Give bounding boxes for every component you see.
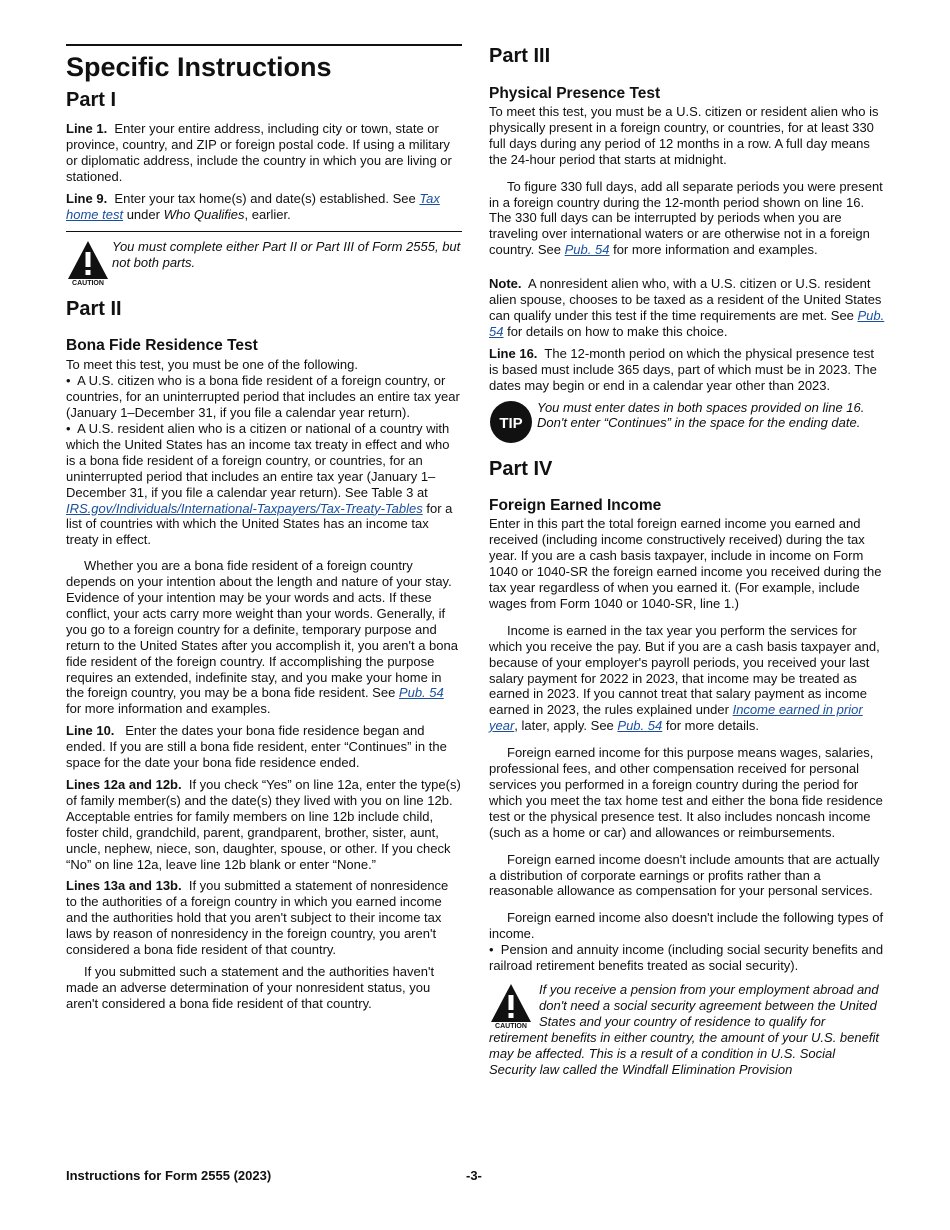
note-paragraph (489, 276, 885, 340)
part4-para-2-text-c: for more details. (662, 718, 760, 734)
part4-para-3: Foreign earned income for this purpose means wages, salaries, professional fees, and other compensation received for personal services you performed in a foreign country during the period for which you meet the tax home test and either the bona fide residence test or the physical presence test. It also includes noncash income (such as a home or car) and allowances or reimbursements. (489, 745, 883, 840)
line9-text: Enter your tax home(s) and date(s) established. See (114, 190, 420, 206)
caution-text-part4: If you receive a pension from your employment abroad and don't need a social security agreement between the United States and your country of residence to qualify for retirement benefits in either country, the amount of your U.S. benefit may be affected. This is a result of a condition in U.S. Social Security law called the Windfall Elimination Provision (489, 981, 879, 1077)
foreign-earned-income-heading: Foreign Earned Income (489, 497, 662, 515)
note-text-b: for details on how to make this choice. (503, 323, 728, 339)
nonresident-statement-paragraph: If you submitted such a statement and the authorities haven't made an adverse determination of your nonresident status, you aren't considered a bona fide resident of that country. (66, 963, 435, 1011)
part2-bullet-2: • A U.S. resident alien who is a citizen or national of a country with which the United States has an income tax treaty in effect and who is a bona fide resident of a foreign country, or countries, for an uninterrupted period that includes an entire tax year (January 1–December 31, if you file a calendar year return). See Table 3 at IRS.gov/Individuals/International-Taxpayers/Tax-Treaty-Tables for a list of countries with which the United States has an income tax treaty in effect. (66, 420, 453, 548)
part3-para-2-text-b: for more information and examples. (609, 242, 818, 258)
right-column (489, 44, 885, 1077)
intention-text-b: for more information and examples. (66, 701, 271, 717)
note-label: Note. (489, 276, 522, 292)
caution-box-part1 (66, 231, 462, 289)
line9-paragraph (66, 191, 462, 223)
top-rule (66, 44, 462, 46)
income-earned-prior-year-link[interactable]: Income earned in prior year (489, 702, 863, 734)
line10-text: Enter the dates your bona fide residence began and ended. If you are still a bona fide resident, enter “Continues” in the space for the date your bona fide residence ended. (66, 723, 447, 771)
line9-label: Line 9. (66, 190, 108, 206)
part4-heading: Part IV (489, 458, 553, 481)
tip-icon-label: TIP (499, 414, 523, 432)
pub54-link-3[interactable]: Pub. 54 (489, 307, 885, 339)
tax-home-test-link[interactable]: Tax home test (66, 190, 440, 222)
part4-para-2-text-b: , later, apply. See (514, 718, 618, 734)
line9-text-b: under (123, 206, 164, 222)
caution-icon-2-label: CAUTION (495, 1022, 527, 1028)
part4-para-2 (489, 623, 885, 734)
tip-text: You must enter dates in both spaces provided on line 16. Don't enter “Continues” in the space for the ending date. (537, 399, 865, 431)
line1-text: Enter your entire address, including city or town, state or province, country, and ZIP or foreign postal code. If using a military or diplomatic address, include the country in which you are living or stationed. (66, 121, 452, 184)
part2-intro: To meet this test, you must be one of the following. (66, 357, 358, 373)
line1-label: Line 1. (66, 121, 108, 136)
lines12-paragraph (66, 777, 462, 872)
line9-text-c: , earlier. (244, 206, 291, 222)
part4-para-4: Foreign earned income doesn't include amounts that are actually a distribution of corporate earnings or profits rather than a reasonable allowance as compensation for your personal services. (489, 851, 880, 899)
part4-para-5: Foreign earned income also doesn't include the following types of income. (489, 910, 884, 942)
caution-icon-label: CAUTION (72, 280, 104, 286)
lines12-label: Lines 12a and 12b. (66, 777, 182, 792)
part4-bullet-1: • Pension and annuity income (including social security benefits and railroad retirement benefits treated as social security). (489, 942, 884, 974)
physical-presence-heading: Physical Presence Test (489, 85, 661, 102)
line16-label: Line 16. (489, 345, 538, 361)
part4-para-1: Enter in this part the total foreign earned income you earned and received (including income constructively received) during the tax year. If you are a cash basis taxpayer, include in income on Form 1040 or 1040-SR the foreign earned income you received during the tax year regardless of when you earned it. (For example, include wages from Form 1040 or 1040-SR, line 1.) (489, 516, 882, 611)
lines12-text: If you check “Yes” on line 12a, enter the type(s) of family member(s) and the date(s) they lived with you on line 12b. Acceptable entries for family members on line 12b include child, foster child, grandchild, parent, grandparent, brother, sister, aunt, uncle, nephew, niece, son, daughter, spouse, or other. If you check “No” on line 12a, leave line 12b blank or enter “None.” (66, 777, 461, 872)
caution-icon (66, 239, 112, 289)
part3-para-1: To meet this test, you must be a U.S. citizen or resident alien who is physically present in a foreign country, or countries, for at least 330 full days during any period of 12 months in a row. A full day means the 24-hour period that starts at midnight. (489, 104, 879, 167)
part2-bullet-1-text: A U.S. citizen who is a bona fide resident of a foreign country, or countries, for an uninterrupted period that includes an entire tax year (January 1–December 31, if you file a calendar year return). (66, 373, 460, 421)
page-title: Specific Instructions (66, 52, 332, 82)
line16-paragraph (489, 346, 885, 394)
lines13-paragraph (66, 878, 462, 958)
part1-heading: Part I (66, 89, 117, 111)
part2-bullet-2-text: A U.S. resident alien who is a citizen or national of a country with which the United States has an income tax treaty in effect and who is a bona fide resident of a foreign country, or countries, for an uninterrupted period that includes an entire tax year (January 1–December 31, if you file a calendar year return). See Table 3 at (66, 420, 450, 500)
left-column (66, 44, 462, 1012)
pub54-link-2[interactable]: Pub. 54 (564, 242, 610, 258)
tip-box (489, 400, 885, 448)
line1-paragraph (66, 121, 462, 185)
part3-para-2-text: To figure 330 full days, add all separate periods you were present in a foreign country during the 12-month period shown on line 16. The 330 full days can be interrupted by periods when you are traveling over international waters or are otherwise not in a foreign country. See (489, 178, 883, 258)
line10-paragraph (66, 723, 462, 771)
part2-bullet-2-text-b: for a list of countries with which the United States has an income tax treaty in effect. (66, 500, 453, 548)
treaty-tables-link[interactable]: IRS.gov/Individuals/International-Taxpayers/Tax-Treaty-Tables (66, 500, 423, 516)
part3-para-2 (489, 179, 885, 259)
part2-bullet-1: • A U.S. citizen who is a bona fide resident of a foreign country, or countries, for an uninterrupted period that includes an entire tax year (January 1–December 31, if you file a calendar year return). (66, 373, 460, 421)
note-text: A nonresident alien who, with a U.S. citizen or U.S. resident alien spouse, chooses to be taxed as a resident of the United States can qualify under this test if the time requirements are met. See (489, 276, 882, 323)
who-qualifies-ref: Who Qualifies (163, 206, 245, 222)
part4-bullet-1-text: Pension and annuity income (including social security benefits and railroad retirement benefits treated as social security). (489, 942, 884, 974)
intention-text: Whether you are a bona fide resident of a foreign country depends on your intention about the length and nature of your stay. Evidence of your intention may be your words and acts. If these conflict, your acts carry more weight than your words. Generally, if you go to a foreign country for a definite, temporary purpose and return to the United States after you accomplish it, you aren't a bona fide resident of the foreign country. If accomplishing the purpose requires an extended, indefinite stay, and you make your home in the foreign country, you may be a bona fide resident. See (66, 558, 458, 701)
footer-page-number: -3- (466, 1168, 482, 1183)
bona-fide-intention-paragraph (66, 558, 462, 717)
pub54-link-4[interactable]: Pub. 54 (617, 718, 663, 734)
lines13-text: If you submitted a statement of nonresidence to the authorities of a foreign country in which you earned income and the authorities hold that you aren't subject to their income tax laws by reason of nonresidency in the foreign country, you aren't considered a bona fide resident of that country. (66, 878, 449, 958)
caution-icon-2 (489, 982, 537, 1028)
part4-para-2-text: Income is earned in the tax year you perform the services for which you receive the pay. But if you are a cash basis taxpayer and, because of your employer's payroll periods, you received your last salary payment for 2022 in 2023, that income may be treated as earned in 2023. If you cannot treat that salary payment as income earned in 2023, the rules explained under (489, 622, 880, 718)
part2-heading: Part II (66, 298, 122, 321)
bona-fide-heading: Bona Fide Residence Test (66, 337, 258, 355)
caution-box-part4 (489, 982, 885, 1077)
tip-icon (489, 400, 537, 448)
footer-form-title: Instructions for Form 2555 (2023) (66, 1168, 272, 1183)
caution-text-part1: You must complete either Part II or Part III of Form 2555, but not both parts. (112, 239, 461, 271)
line10-label: Line 10. (66, 723, 115, 739)
pub54-link-1[interactable]: Pub. 54 (398, 685, 444, 701)
part3-heading: Part III (489, 45, 551, 67)
lines13-label: Lines 13a and 13b. (66, 878, 182, 894)
line16-text: The 12-month period on which the physical presence test is based must include 365 days, part of which must be in 2023. The dates may begin or end in a calendar year other than 2023. (489, 345, 877, 393)
